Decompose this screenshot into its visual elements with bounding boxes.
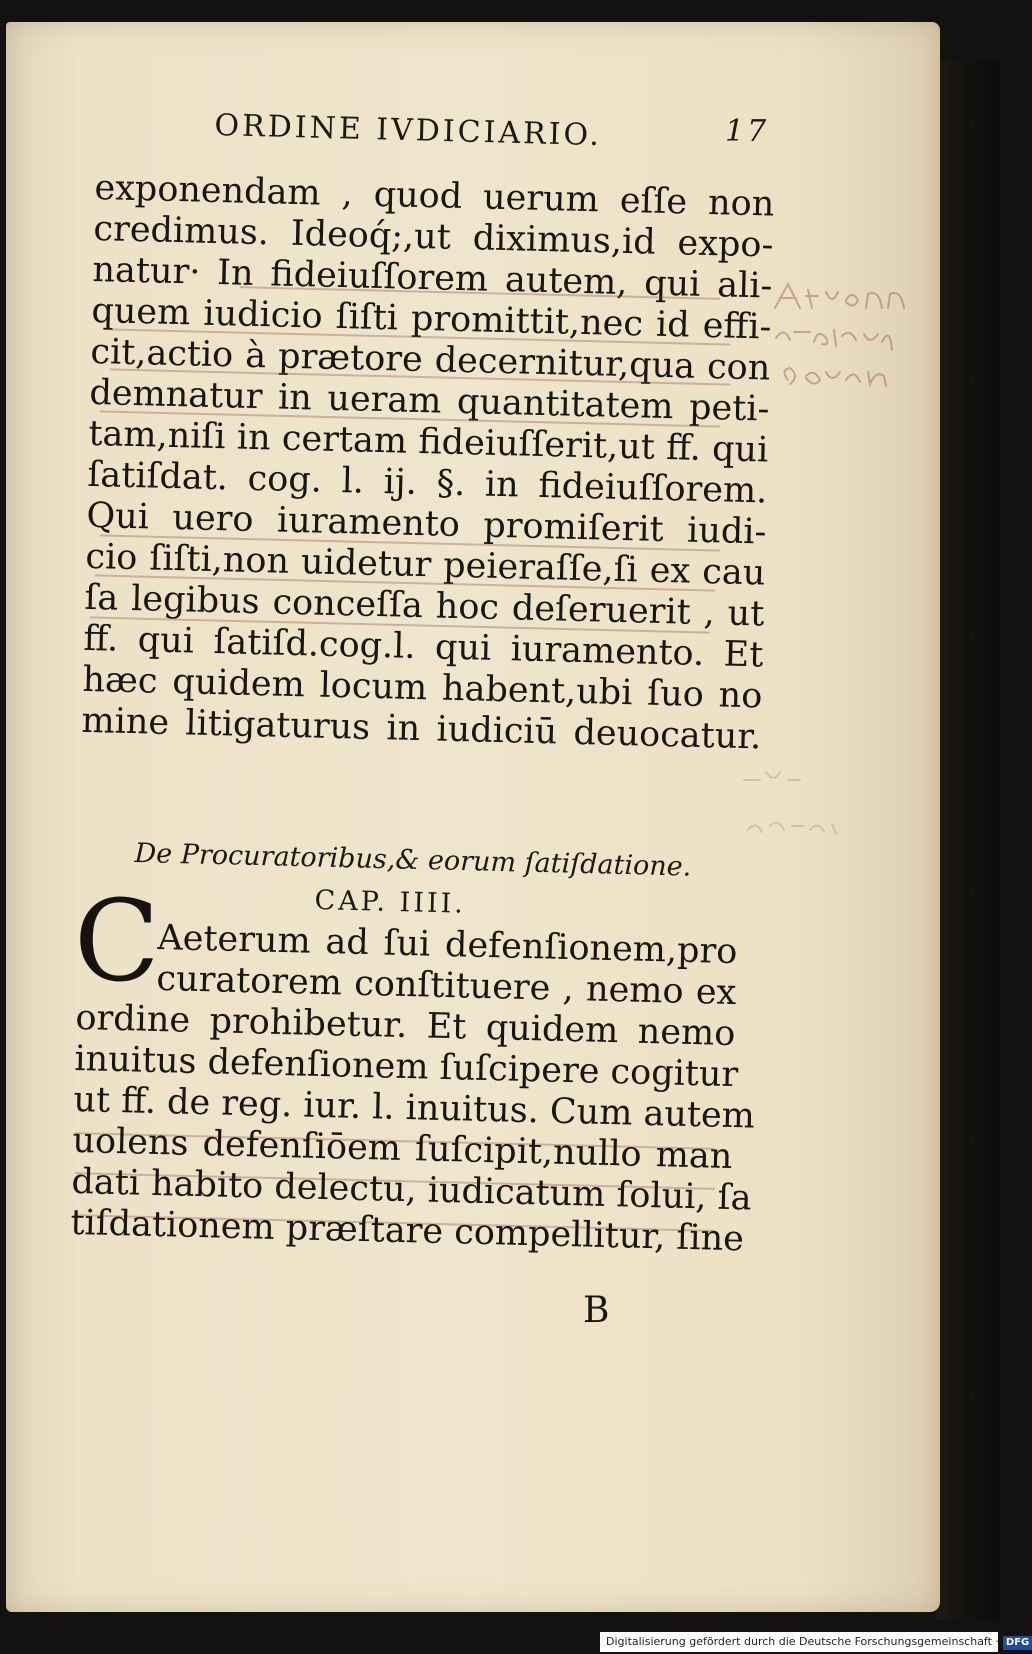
body-line: quem iudicio ſiſti promittit,nec id effi- [91,290,772,348]
body-line: natur· In fideiuſſorem autem, qui ali- [92,249,773,307]
drop-cap: C [74,877,160,1007]
section-line: curatorem conſtituere , nemo ex [155,958,737,1014]
section-text-block [70,916,756,1260]
chapter-label: CAP. IIII. [314,885,467,920]
body-line: hæc quidem locum habent,ubi ſuo no [82,659,763,717]
page-number: 17 [725,114,770,149]
section-line: ut ff. de reg. iur. l. inuitus. Cum autem [73,1079,756,1137]
section-line: inuitus defenſionem ſuſcipere cogitur [74,1038,739,1096]
section-line: Aeterum ad ſui defenſionem,pro [156,917,738,973]
body-text-block [81,168,775,758]
section-line: tiſdationem præſtare compellitur, ſine [70,1202,745,1260]
body-line: ff. qui ſatiſd.cog.l. qui iuramento. Et [83,618,764,676]
running-head [215,108,775,156]
marginal-handwriting [770,280,940,420]
body-line: demnatur in ueram quantitatem peti- [89,372,770,430]
credit-text: Digitalisierung gefördert durch die Deutsche Forschungsgemeinschaft · [606,1635,999,1648]
marginal-handwriting [740,760,860,850]
body-line: Qui uero iuramento promiſerit iudi- [86,495,767,553]
body-line: ſatiſdat. cog. l. ij. §. in fideiuſſorem. [87,454,768,512]
dfg-logo: DFG [1003,1636,1032,1650]
digitization-credit [600,1632,1030,1652]
section-line: ordine prohibetur. Et quidem nemo [75,997,736,1055]
body-line: cit,actio à prætore decernitur,qua con [90,331,771,389]
body-line: ſa legibus conceſſa hoc deſeruerit , ut [84,577,765,635]
section-line: dati habito delectu, iudicatum ſolui, ſa [71,1161,752,1219]
section-line: uolens defenſiōem ſuſcipit,nullo man [72,1120,733,1178]
section-heading: De Procuratoribus,& eorum ſatiſdatione. [134,838,692,883]
body-line: credimus. Ideoq́;,ut diximus,id expo- [93,208,774,266]
body-line: mine litigaturus in iudiciū deuocatur. [81,700,762,758]
book-spine-shadow [936,60,1000,1620]
signature-mark: B [583,1290,610,1331]
body-line: exponendam , quod uerum eſſe non [94,168,775,225]
body-line: cio ſiſti,non uidetur peieraſſe,ſi ex cau [85,536,766,594]
body-line: tam,niſi in certam fideiuſſerit,ut ff. qui [88,413,769,471]
running-head-title: ORDINE IVDICIARIO. [214,108,603,154]
